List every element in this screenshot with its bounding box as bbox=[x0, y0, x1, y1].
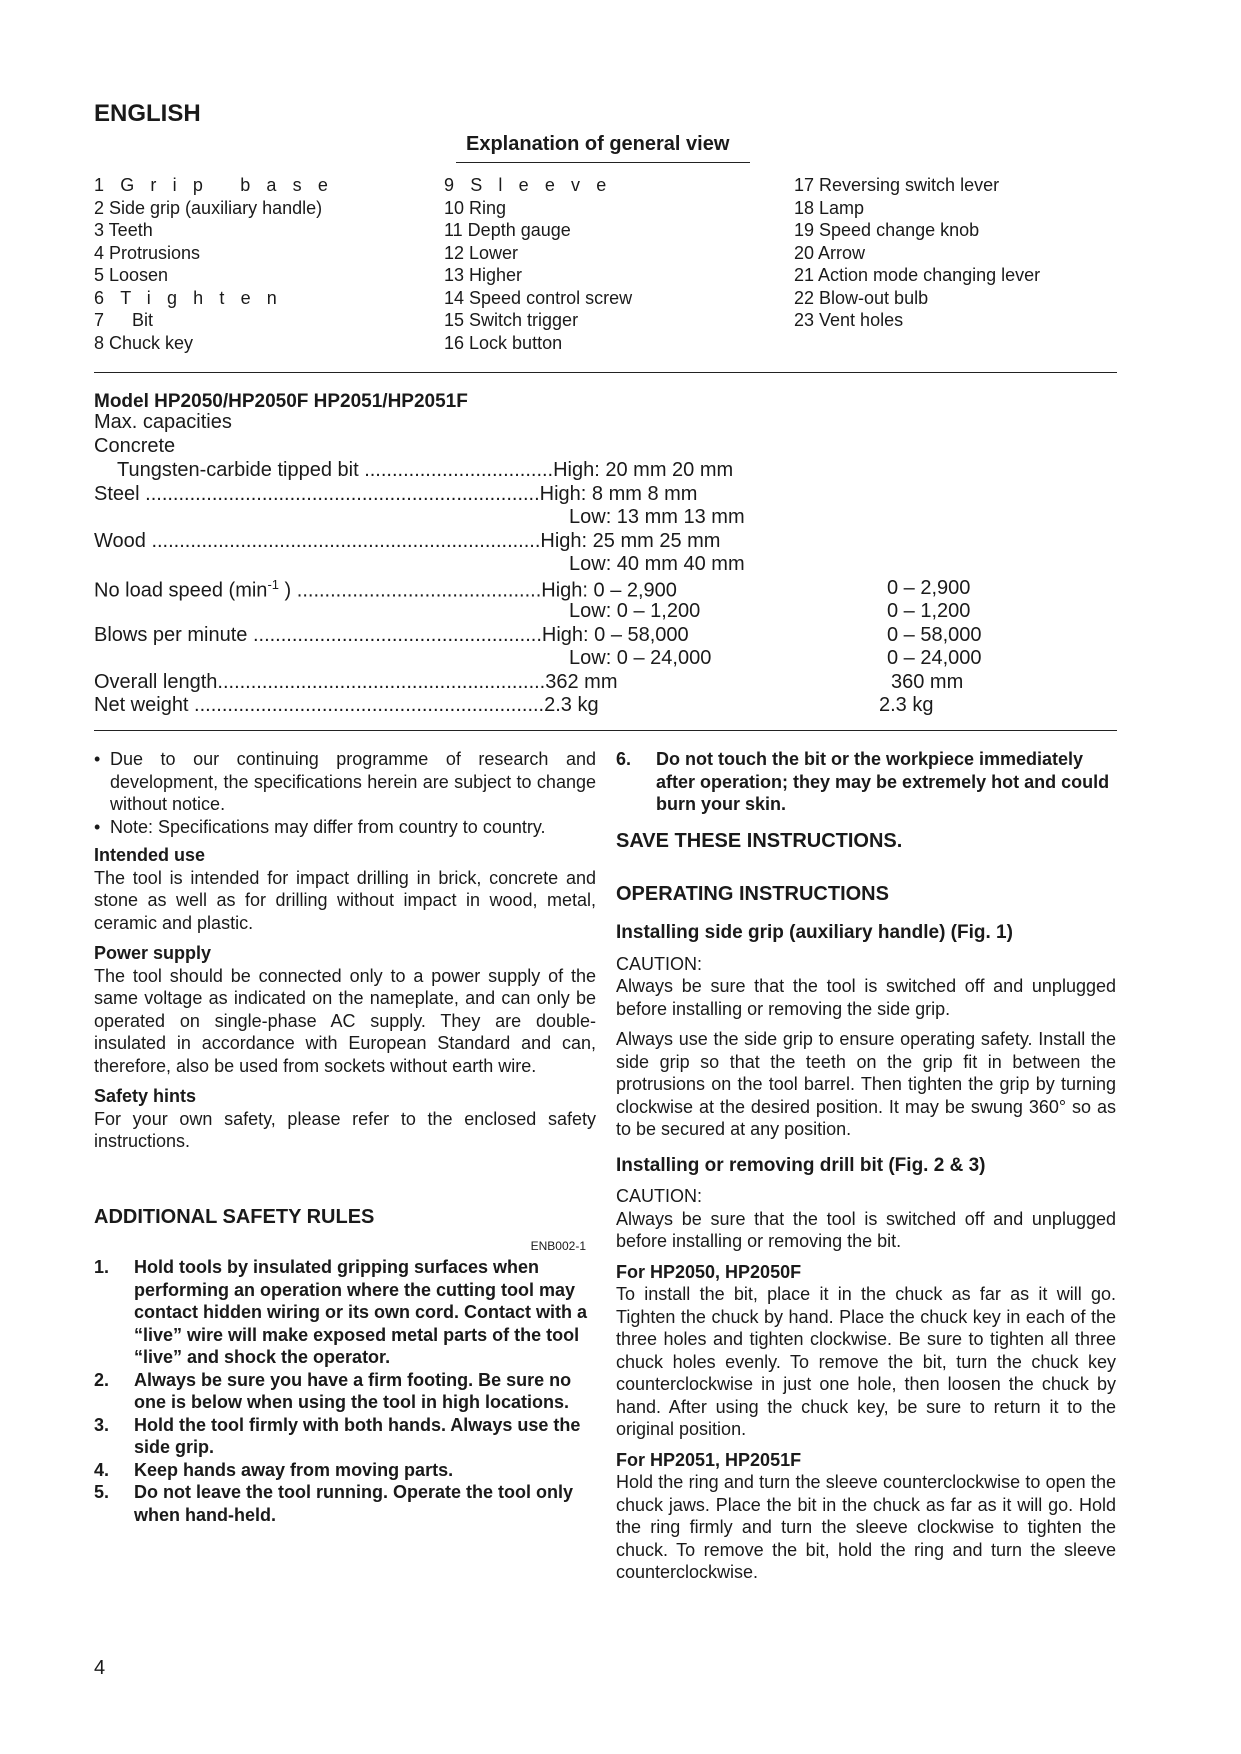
safety-rule: 2. Always be sure you have a firm footing. Be sure no one is below when using the tool in high locations. bbox=[94, 1369, 572, 1412]
save-instructions: SAVE THESE INSTRUCTIONS. bbox=[616, 830, 903, 852]
title-underline bbox=[456, 162, 750, 163]
hp2051-heading: For HP2051, HP2051F bbox=[616, 1449, 802, 1470]
additional-safety-heading: ADDITIONAL SAFETY RULES bbox=[94, 1206, 375, 1228]
spec-no-load-b: 0 – 2,900 bbox=[887, 577, 971, 599]
safety-rule: 5. Do not leave the tool running. Operate the tool only when hand-held. bbox=[94, 1482, 574, 1525]
part-item: 9Sleeve bbox=[444, 175, 623, 195]
part-item: 22 Blow-out bulb bbox=[794, 287, 929, 308]
explanation-title: Explanation of general view bbox=[466, 133, 730, 155]
language-heading: ENGLISH bbox=[94, 100, 201, 127]
hp2050-text: To install the bit, place it in the chuck as far as it will go. Tighten the chuck by hand. Place the chuck key in each of the three holes and tighten clockwise. Be sure to tighten all three chuck holes evenly. To remove the bit, turn the chuck key counterclockwise in just one hole, then loosen the chuck by hand. After using the chuck key, be sure to return it to the original position. bbox=[616, 1284, 1116, 1439]
part-item: 15 Switch trigger bbox=[444, 310, 579, 330]
divider-bottom bbox=[94, 730, 1117, 731]
spec-steel-low: Low: 13 mm 13 mm bbox=[569, 506, 745, 528]
model-heading: Model HP2050/HP2050F HP2051/HP2051F bbox=[94, 391, 468, 412]
part-item: 2 Side grip (auxiliary handle) bbox=[94, 197, 323, 218]
divider-top bbox=[94, 372, 1117, 373]
caution-label: CAUTION: bbox=[616, 953, 703, 974]
part-item: 21 Action mode changing lever bbox=[794, 265, 1041, 285]
part-item: 3 Teeth bbox=[94, 220, 153, 240]
intended-use-heading: Intended use bbox=[94, 845, 206, 865]
part-item: 14 Speed control screw bbox=[444, 287, 633, 308]
caution-text: Always be sure that the tool is switched off and unplugged before installing or removing the bit. bbox=[616, 1208, 1116, 1251]
part-item: 13 Higher bbox=[444, 265, 523, 285]
spec-wood: Wood ......................................................................High: 25 mm 25 mm bbox=[94, 530, 721, 552]
part-item: 4 Protrusions bbox=[94, 242, 201, 263]
part-item: 6Tighten bbox=[94, 287, 293, 308]
part-item: 20 Arrow bbox=[794, 242, 866, 263]
spec-steel: Steel .......................................................................High: 8 mm 8 mm bbox=[94, 483, 698, 505]
page-number: 4 bbox=[94, 1657, 106, 1679]
safety-rule: 4. Keep hands away from moving parts. bbox=[94, 1459, 454, 1480]
spec-wood-low: Low: 40 mm 40 mm bbox=[569, 553, 745, 575]
spec-length-b: 360 mm bbox=[891, 671, 964, 693]
power-supply-text: The tool should be connected only to a power supply of the same voltage as indicated on the nameplate, and can only be operated on single-phase AC supply. They are double-insulated in accordance with European Standard and can, therefore, also be used from sockets without earth wire. bbox=[94, 965, 596, 1076]
bullet-item: • Due to our continuing programme of research and development, the specifications herein are subject to change without notice. bbox=[94, 749, 596, 814]
spec-tungsten: Tungsten-carbide tipped bit ..................................High: 20 mm 20 mm bbox=[117, 459, 734, 481]
safety-rule: 1. Hold tools by insulated gripping surfaces when performing an operation where the cutting tool may contact hidden wiring or its own cord. Contact with a “live” wire will make exposed metal parts of the tool “live” and shock the operator. bbox=[94, 1257, 588, 1367]
part-item: 1Grip base bbox=[94, 175, 345, 195]
spec-no-load: No load speed ($\min^{-1}$ ) ............................................High: 0 – 2,900 bbox=[94, 577, 677, 602]
part-item: 23 Vent holes bbox=[794, 310, 904, 330]
safety-rule: 3. Hold the tool firmly with both hands. Always use the side grip. bbox=[94, 1414, 581, 1457]
bullet-item: • Note: Specifications may differ from country to country. bbox=[94, 816, 546, 837]
part-item: 17 Reversing switch lever bbox=[794, 175, 1000, 195]
spec-weight-b: 2.3 kg bbox=[879, 694, 934, 716]
right-column bbox=[616, 922, 1116, 1592]
part-item: 12 Lower bbox=[444, 242, 519, 263]
spec-no-load-low-b: 0 – 1,200 bbox=[887, 600, 971, 622]
spec-concrete: Concrete bbox=[94, 435, 176, 457]
spec-max-capacities: Max. capacities bbox=[94, 411, 232, 433]
part-item: 8 Chuck key bbox=[94, 332, 194, 353]
part-item: 10 Ring bbox=[444, 197, 507, 218]
spec-blows-low-b: 0 – 24,000 bbox=[887, 647, 982, 669]
part-item: 18 Lamp bbox=[794, 197, 865, 218]
part-item: 19 Speed change knob bbox=[794, 220, 980, 240]
parts-column-2 bbox=[444, 174, 774, 354]
safety-rules-list bbox=[94, 1256, 594, 1526]
part-item: 7 Bit bbox=[94, 310, 154, 330]
enb-code: ENB002-1 bbox=[530, 1239, 586, 1253]
safety-hints-text: For your own safety, please refer to the enclosed safety instructions. bbox=[94, 1108, 596, 1151]
part-item: 16 Lock button bbox=[444, 332, 563, 353]
parts-column-1 bbox=[94, 174, 424, 354]
spec-blows-low: Low: 0 – 24,000 bbox=[569, 647, 712, 669]
spec-blows: Blows per minute ....................................................High: 0 – 58,000 bbox=[94, 624, 689, 646]
power-supply-heading: Power supply bbox=[94, 943, 212, 963]
side-grip-heading: Installing side grip (auxiliary handle) (Fig. 1) bbox=[616, 922, 1013, 943]
spec-weight: Net weight ...............................................................2.3 kg bbox=[94, 694, 599, 716]
safety-rule-6: 6. Do not touch the bit or the workpiece immediately after operation; they may be extremely hot and could burn your skin. bbox=[616, 749, 1110, 814]
part-item: 11 Depth gauge bbox=[444, 220, 571, 240]
hp2050-heading: For HP2050, HP2050F bbox=[616, 1261, 802, 1282]
drill-bit-heading: Installing or removing drill bit (Fig. 2 & 3) bbox=[616, 1154, 986, 1176]
operating-instructions-heading: OPERATING INSTRUCTIONS bbox=[616, 883, 889, 905]
caution-text: Always be sure that the tool is switched off and unplugged before installing or removing the side grip. bbox=[616, 976, 1116, 1019]
left-column bbox=[94, 748, 596, 1161]
parts-column-3 bbox=[794, 174, 1124, 332]
spec-blows-b: 0 – 58,000 bbox=[887, 624, 982, 646]
part-item: 5 Loosen bbox=[94, 265, 169, 285]
intended-use-text: The tool is intended for impact drilling in brick, concrete and stone as well as for drilling without impact in wood, metal, ceramic and plastic. bbox=[94, 867, 596, 933]
safety-hints-heading: Safety hints bbox=[94, 1086, 197, 1106]
spec-length: Overall length...........................................................362 mm bbox=[94, 671, 618, 693]
caution-label: CAUTION: bbox=[616, 1186, 703, 1206]
hp2051-text: Hold the ring and turn the sleeve counterclockwise to open the chuck jaws. Place the bit in the chuck as far as it will go. Hold the ring firmly and turn the sleeve clockwise to tighten the chuck. To remove the bit, hold the ring and turn the sleeve counterclockwise. bbox=[616, 1472, 1116, 1582]
side-grip-text: Always use the side grip to ensure operating safety. Install the side grip so that the teeth on the grip fit in between the protrusions on the tool barrel. Then tighten the grip by turning clockwise at the desired position. It may be swung 360° so as to be secured at any position. bbox=[616, 1029, 1116, 1139]
spec-no-load-low: Low: 0 – 1,200 bbox=[569, 600, 701, 622]
